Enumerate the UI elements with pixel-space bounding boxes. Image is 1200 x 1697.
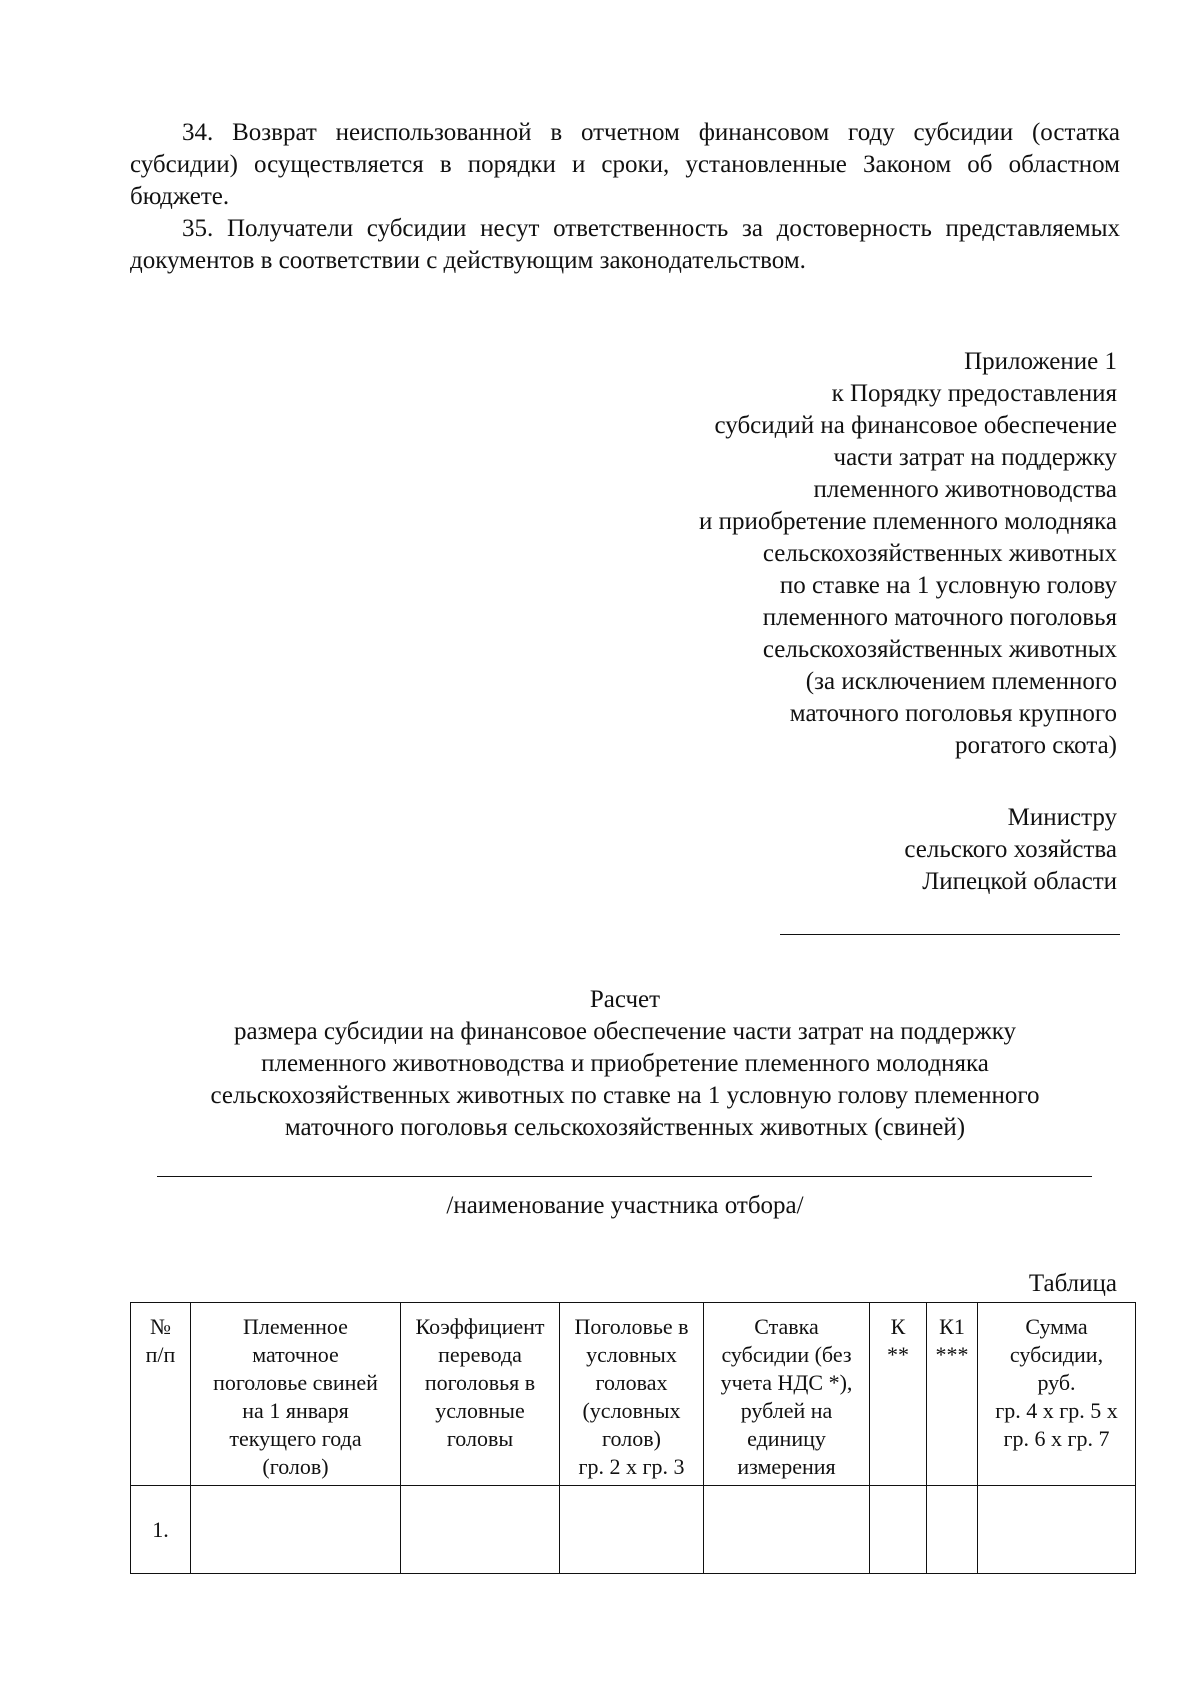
appendix-line: Приложение 1 [964,348,1117,375]
appendix-line: (за исключением племенного [805,668,1117,695]
paragraph-34 [130,117,1120,213]
table-cell [704,1486,870,1574]
header-cell-conditional-heads: Поголовье в условных головах (условных голов) гр. 2 х гр. 3 [560,1303,704,1486]
appendix-line: субсидий на финансовое обеспечение [714,412,1117,439]
appendix-line: сельскохозяйственных животных [762,636,1117,663]
calculation-table [130,1302,1136,1574]
appendix-line: племенного животноводства [813,476,1117,503]
paragraph-text: Возврат неиспользованной в отчетном финансовом году субсидии (остатка субсидии) осуществляется в порядки и сроки, установленные Законом об областном бюджете. [130,119,1120,210]
paragraph-number: 35. [182,215,214,242]
participant-name-caption: /наименование участника отбора/ [446,1192,804,1219]
table-row [131,1486,1136,1574]
table-cell [978,1486,1136,1574]
title-line: размера субсидии на финансовое обеспечение части затрат на поддержку [233,1018,1017,1045]
title-line: племенного животноводства и приобретение племенного молодняка [261,1050,989,1077]
appendix-header [517,346,1117,762]
paragraph-text: Получатели субсидии несут ответственность за достоверность представляемых документов в соответствии с действующим законодательством. [130,215,1121,274]
appendix-line: по ставке на 1 условную голову [779,572,1117,599]
title-line: сельскохозяйственных животных по ставке на 1 условную голову племенного [210,1082,1040,1109]
addressee-line: Министру [1007,804,1117,831]
appendix-line: и приобретение племенного молодняка [698,508,1117,535]
body-text [130,117,1120,277]
table-cell [191,1486,401,1574]
paragraph-number: 34. [182,119,214,146]
appendix-line: рогатого скота) [955,732,1117,759]
document-title [130,984,1120,1144]
addressee-line: Липецкой области [922,868,1117,895]
appendix-line: племенного маточного поголовья [762,604,1117,631]
table-cell: 1. [131,1486,191,1574]
addressee-blank-line [780,934,1120,935]
header-cell-coefficient: Коэффициент перевода поголовья в условные головы [401,1303,560,1486]
table-cell [870,1486,927,1574]
table-caption: Таблица [1028,1270,1117,1297]
table-cell [560,1486,704,1574]
appendix-line: сельскохозяйственных животных [762,540,1117,567]
table-cell [401,1486,560,1574]
header-cell-rate: Ставка субсидии (без учета НДС *), рублей на единицу измерения [704,1303,870,1486]
header-cell-livestock: Племенное маточное поголовье свиней на 1 января текущего года (голов) [191,1303,401,1486]
participant-name-blank-line [157,1176,1092,1177]
header-cell-sum: Сумма субсидии, руб. гр. 4 х гр. 5 х гр. 6 х гр. 7 [978,1303,1136,1486]
appendix-line: части затрат на поддержку [833,444,1117,471]
addressee-line: сельского хозяйства [904,836,1117,863]
header-cell-k1: К1 *** [927,1303,978,1486]
table-cell [927,1486,978,1574]
appendix-line: к Порядку предоставления [831,380,1117,407]
paragraph-35 [130,213,1120,277]
appendix-line: маточного поголовья крупного [789,700,1117,727]
table-header-row [131,1303,1136,1486]
title-line: маточного поголовья сельскохозяйственных животных (свиней) [284,1114,966,1141]
header-cell-number: № п/п [131,1303,191,1486]
title-heading: Расчет [589,986,661,1013]
header-cell-k: К ** [870,1303,927,1486]
addressee-block [517,802,1117,898]
